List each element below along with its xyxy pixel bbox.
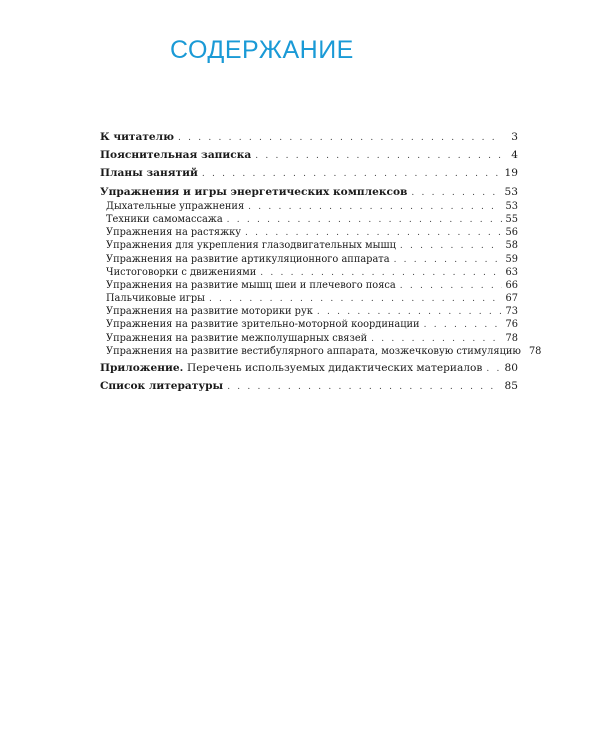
toc-entry-page: 78 <box>505 332 518 344</box>
toc-subentry[interactable] <box>100 213 518 226</box>
toc-entry-label: Чистоговорки с движениями <box>106 266 257 278</box>
toc-entry-page: 53 <box>504 185 518 198</box>
toc-entry-page: 4 <box>511 149 518 162</box>
toc-entry[interactable] <box>100 379 518 394</box>
toc-subentry[interactable] <box>100 239 518 252</box>
toc-leader <box>248 201 501 214</box>
toc-entry-page: 73 <box>505 306 518 318</box>
toc-leader <box>486 362 500 377</box>
toc-leader <box>255 149 502 164</box>
table-of-contents <box>100 130 542 394</box>
toc-subentry[interactable] <box>100 226 518 239</box>
toc-entry-page: 67 <box>505 293 518 305</box>
toc-subentry[interactable] <box>100 279 518 292</box>
toc-entry[interactable] <box>100 361 518 376</box>
toc-entry-page: 56 <box>505 227 518 239</box>
toc-subentry[interactable] <box>100 345 542 358</box>
toc-entry-label <box>100 361 482 376</box>
toc-subentry[interactable] <box>100 292 518 305</box>
toc-entry-label: Упражнения на развитие вестибулярного аппарата, мозжечковую стимуляцию <box>106 345 521 357</box>
toc-entry-label-bold: Приложение. <box>100 362 184 374</box>
toc-leader <box>400 280 502 293</box>
toc-entry-page: 80 <box>504 362 518 374</box>
toc-leader <box>424 319 502 332</box>
toc-leader <box>178 131 502 146</box>
toc-leader <box>411 186 500 201</box>
toc-entry-label: Дыхательные упражнения <box>106 200 245 212</box>
toc-entry[interactable] <box>100 185 518 200</box>
toc-entry-page: 53 <box>505 200 518 212</box>
toc-entry-page: 76 <box>505 319 518 331</box>
toc-entry-page: 63 <box>505 266 518 278</box>
toc-leader <box>394 254 502 267</box>
toc-entry-label: К читателю <box>100 131 175 143</box>
page-title: СОДЕРЖАНИЕ <box>170 36 354 64</box>
toc-leader <box>227 214 502 227</box>
toc-entry-label: Пальчиковые игры <box>106 293 205 305</box>
toc-entry-label: Упражнения на развитие межполушарных связей <box>106 332 368 344</box>
toc-subentry[interactable] <box>100 253 518 266</box>
toc-subentry[interactable] <box>100 305 518 318</box>
toc-entry-page: 3 <box>511 131 518 143</box>
toc-entry-label: Упражнения для укрепления глазодвигательных мышц <box>106 240 396 252</box>
toc-entry-page: 19 <box>504 167 518 180</box>
toc-entry[interactable] <box>100 166 518 181</box>
toc-entry[interactable] <box>100 148 518 163</box>
toc-entry-page: 59 <box>505 253 518 265</box>
toc-subentry[interactable] <box>100 318 518 331</box>
toc-entry-label: Пояснительная записка <box>100 149 252 162</box>
toc-entry-label: Упражнения на развитие моторики рук <box>106 306 313 318</box>
toc-leader <box>202 167 501 182</box>
toc-entry-label: Упражнения на растяжку <box>106 227 241 239</box>
toc-entry[interactable] <box>100 130 518 145</box>
toc-entry-label-rest: Перечень используемых дидактических материалов <box>186 362 483 374</box>
toc-entry-page: 85 <box>504 380 518 393</box>
toc-entry-page: 66 <box>505 279 518 291</box>
toc-subentry[interactable] <box>100 266 518 279</box>
toc-entry-page: 78 <box>528 345 542 357</box>
toc-entry-label: Упражнения и игры энергетических комплексов <box>100 185 408 198</box>
toc-entry-label: Планы занятий <box>100 167 198 180</box>
toc-subentry[interactable] <box>100 200 518 213</box>
toc-entry-label: Техники самомассажа <box>106 213 223 225</box>
toc-entry-label: Упражнения на развитие артикуляционного аппарата <box>106 253 390 265</box>
toc-entry-label: Список литературы <box>100 380 224 393</box>
toc-leader <box>400 240 502 253</box>
toc-entry-label: Упражнения на развитие мышц шеи и плечевого пояса <box>106 279 396 291</box>
toc-subentry[interactable] <box>100 332 518 345</box>
toc-leader <box>227 380 500 395</box>
toc-entry-page: 58 <box>505 240 518 252</box>
toc-entry-label: Упражнения на развитие зрительно-моторной координации <box>106 319 420 331</box>
toc-entry-page: 55 <box>505 213 518 225</box>
